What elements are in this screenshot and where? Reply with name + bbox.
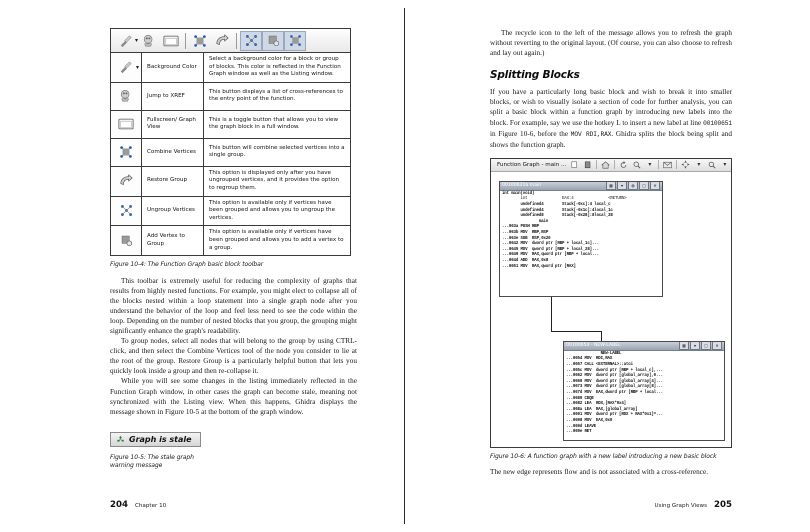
snapshot-icon[interactable]: ▦ (679, 341, 689, 350)
section-label: Using Graph Views (654, 503, 708, 509)
chevron-down-icon[interactable]: ▾ (135, 38, 139, 44)
code-block-main-address: 00100631a main (502, 183, 542, 189)
group-vertices-icon[interactable] (284, 31, 306, 51)
dropdown-caret-icon-3[interactable]: ▾ (723, 162, 727, 169)
toolbar-separator-2 (236, 33, 237, 49)
toolbar-separator (676, 160, 677, 169)
page-number: 205 (714, 500, 732, 510)
row-icon-cell (111, 111, 142, 138)
code-line: ...0682 LEA RDX,[RAX*0x4] (566, 402, 626, 407)
code-block-new-label-address: 00100654 - NEW-LABEL (566, 343, 621, 349)
graph-edge-vertical (551, 297, 552, 331)
dropdown-caret-icon[interactable]: ▾ (648, 162, 652, 169)
table-row (111, 226, 350, 255)
code-line: ...069e RET (566, 430, 592, 435)
row-icon-cell (111, 139, 142, 166)
ungroup-vertices-icon (120, 204, 133, 217)
navigate-icon[interactable] (680, 160, 691, 170)
layout-icon[interactable] (662, 160, 673, 170)
row-name-cell: Background Color (142, 53, 204, 82)
toolbar-separator (658, 160, 659, 169)
body-part-3: . Ghidra splits the block being split and shows the function graph. (490, 129, 732, 149)
combine-vertices-icon (119, 145, 133, 159)
left-paragraph-2: To group nodes, select all nodes that will belong to the group by using CTRL-click, and then select the Combine Vertices tool of the node you consider to lie at the root of the group. Restore Group is a particularly helpful button that lets you quickly look inside a group and then re-collapse it. (110, 337, 357, 376)
figure-10-4-toolbar-table (110, 28, 351, 256)
instruction-literal: MOV RDI,RAX (570, 130, 612, 138)
xref-icon[interactable] (138, 31, 160, 51)
code-line: int main(void) (502, 191, 535, 196)
combine-vertices-icon[interactable] (189, 31, 211, 51)
chevron-down-icon: ▾ (135, 64, 139, 71)
close-icon[interactable]: ✕ (712, 341, 722, 350)
code-line: NEW-LABEL (566, 351, 622, 356)
figure-10-5 (110, 431, 357, 449)
home-icon[interactable] (600, 160, 611, 170)
code-line: ...0691 MOV dword ptr [RDX + RAX*0x1]=... (566, 413, 663, 418)
code-block-main-lines (500, 191, 662, 271)
row-icon-cell (111, 53, 142, 82)
caret-icon[interactable]: ▾ (690, 341, 700, 350)
right-body-paragraph (490, 87, 732, 150)
row-icon-cell (111, 83, 142, 110)
window-icon[interactable] (160, 31, 182, 51)
maximize-icon[interactable]: ▢ (701, 341, 711, 350)
right-page (405, 0, 810, 532)
code-line: undefined4 Stack[-0xc]:4 local_c (502, 203, 611, 208)
toolbar-separator-1 (185, 33, 186, 49)
row-description-cell: This button displays a list of cross-references to the entry point of the function. (209, 88, 343, 103)
table-row (111, 111, 350, 139)
code-block-new-label-titlebar[interactable] (564, 342, 724, 351)
stale-graph-label: Graph is stale (129, 434, 192, 444)
code-line: ...068a LEA RAX,[global_array] (566, 407, 638, 412)
paint-brush-icon (119, 60, 133, 74)
code-line: ...0651 MOV RAX,qword ptr [RAX] (502, 264, 576, 269)
row-description-cell: This is a toggle button that allows you to view the graph block in a full window. (209, 116, 339, 131)
code-block-main-titlebar[interactable] (500, 182, 662, 191)
row-name-cell: Ungroup Vertices (142, 197, 204, 226)
code-line: ...063a PUSH RBP (502, 225, 539, 230)
table-row (111, 167, 350, 197)
code-line: int EAX:4 <RETURN> (502, 197, 627, 202)
paint-brush-icon[interactable] (115, 31, 137, 51)
code-line: undefined4 Stack[-0x1c]:4local_1c (502, 208, 613, 213)
code-line: ...0642 MOV dword ptr [RBP + local_1c]... (502, 242, 599, 247)
restore-group-arrow-icon[interactable] (211, 31, 233, 51)
body-part-1: If you have a particularly long basic block and wish to break it into smaller blocks, or wish to visually isolate a section of code for further analysis, you can split a basic block within a function graph by introducing new labels into the block. For example, say we use the hotkey L to insert a new label at line (490, 88, 732, 127)
row-icon-cell (111, 197, 142, 226)
code-block-main[interactable] (499, 181, 663, 297)
code-line: ...065c MOV dword ptr [RBP + local_c],... (566, 368, 663, 373)
maximize-icon[interactable]: ▢ (639, 181, 649, 190)
row-description-cell: This button will combine selected vertices into a single group. (209, 144, 345, 159)
code-line: ...0680 CDQE (566, 396, 594, 401)
function-graph-title-text: Function Graph - main ... (497, 161, 567, 168)
function-graph-titlebar[interactable] (491, 159, 731, 172)
right-closing-paragraph: The new edge represents flow and is not associated with a cross-reference. (490, 468, 709, 477)
code-line: main (502, 219, 549, 224)
code-line: ...0649 MOV RAX,qword ptr [RBP + local... (502, 253, 599, 258)
table-row (111, 139, 350, 167)
color-icon[interactable]: ◍ (628, 181, 638, 190)
paste-icon[interactable] (582, 160, 593, 170)
code-block-new-label-lines (564, 351, 724, 437)
graph-edge-vertical-2 (601, 331, 602, 341)
figure-10-6-function-graph-window (490, 158, 732, 448)
row-name-cell: Add Vertex to Group (142, 226, 204, 255)
refresh-icon[interactable] (618, 160, 629, 170)
address-literal: 00100651 (703, 119, 732, 127)
code-line: ...064d ADD RAX,0x8 (502, 258, 549, 263)
figure-10-6-caption: Figure 10-6: A function graph with a new label introducing a new basic block (490, 452, 717, 460)
code-block-new-label[interactable] (563, 341, 725, 441)
table-row (111, 83, 350, 111)
right-intro-paragraph: The recycle icon to the left of the message allows you to refresh the graph without reverting to the original layout. (Of course, you can also choose to refresh and lay out again.) (490, 29, 732, 58)
chapter-label: Chapter 10 (134, 503, 167, 509)
code-block-new-label-window-buttons[interactable] (679, 341, 722, 350)
xref-icon (119, 89, 133, 103)
row-name-cell: Fullscreen/ Graph View (142, 111, 204, 138)
add-vertex-icon[interactable] (262, 31, 284, 51)
left-paragraph-3: While you will see some changes in the listing immediately reflected in the Function Graph window, in other cases the graph can become stale, meaning not synchronized with the Listing view. When this happens, Ghidra displays the message shown in Figure 10-5 at the bottom of the graph window. (110, 377, 357, 416)
recycle-icon[interactable] (116, 435, 125, 444)
folio-right (654, 500, 732, 510)
caret-icon[interactable]: ▾ (617, 181, 627, 190)
figure-10-4-caption: Figure 10-4: The Function Graph basic block toolbar (110, 261, 264, 269)
code-line: ...0698 MOV EAX,0x0 (566, 418, 613, 423)
code-line: undefined8 Stack[-0x28]:8local_28 (502, 214, 613, 219)
row-description-cell: This option is available only if vertices have been grouped and allows you to ungroup the vertices. (209, 199, 336, 221)
section-heading-splitting-blocks: Splitting Blocks (490, 69, 580, 82)
table-row (111, 53, 350, 83)
code-line: ...0662 MOV dword ptr [global_array],0... (566, 374, 663, 379)
row-name-cell: Restore Group (142, 167, 204, 196)
page-number: 204 (110, 500, 128, 510)
add-vertex-icon (120, 234, 133, 247)
basic-block-toolbar[interactable] (111, 29, 350, 53)
dropdown-caret-icon-2[interactable]: ▾ (697, 162, 701, 169)
copy-icon[interactable] (569, 160, 580, 170)
row-icon-cell (111, 167, 142, 196)
graph-edge-horizontal (551, 331, 601, 332)
code-line: ...0654 MOV RDI,RAX (566, 357, 613, 362)
function-graph-toolbar[interactable] (569, 160, 730, 170)
code-line: ...0673 MOV dword ptr [global_array[8]... (566, 385, 663, 390)
stale-graph-badge[interactable] (110, 432, 201, 447)
window-icon (118, 118, 134, 130)
code-line: ...063e SUB RSP,0x20 (502, 236, 551, 241)
toolbar-separator (614, 160, 615, 169)
snapshot-icon[interactable]: ▦ (606, 181, 616, 190)
row-description-cell: This option is available only if vertices have been grouped and allows you to add a vertex to a group. (209, 229, 344, 251)
ungroup-vertices-icon[interactable] (240, 31, 262, 51)
code-line: ...0669 MOV dword ptr [global_array[4]... (566, 379, 663, 384)
row-description-cell: Select a background color for a block or group of blocks. This color is reflected in the Function Graph window as well as the Listing window. (209, 56, 341, 78)
code-line: ...0645 MOV qword ptr [RBP + local_28]... (502, 247, 599, 252)
figure-10-5-caption: Figure 10-5: The stale graph warning message (110, 453, 194, 470)
folio-left (110, 500, 166, 510)
code-line: ...063b MOV RBP,RSP (502, 231, 549, 235)
row-name-cell: Combine Vertices (142, 139, 204, 166)
code-line: ...067d MOV EAX,dword ptr [RBP + local... (566, 391, 663, 395)
body-part-2: in Figure 10-6, before the (490, 129, 571, 138)
row-description-cell: This option is displayed only after you have ungrouped vertices, and it provides the option to regroup them. (209, 169, 340, 191)
toolbar-separator (596, 160, 597, 169)
row-name-cell: Jump to XREF (142, 83, 204, 110)
code-block-main-window-buttons[interactable] (606, 181, 660, 190)
row-icon-cell (111, 226, 142, 255)
code-line: ...0657 CALL <EXTERNAL>::atoi (566, 363, 633, 368)
zoom-icon[interactable] (706, 160, 717, 170)
left-paragraph-1: This toolbar is extremely useful for reducing the complexity of graphs that results from highly nested functions. For example, you might elect to collapse all of the blocks nested within a loop statement into a single graph node after you understand the behavior of the loop and feel less need to see the code within the loop. Depending on the number of nested blocks that you group, the grouping might significantly enhance the graph's readability. (110, 276, 357, 335)
restore-group-arrow-icon (119, 174, 134, 188)
magnifier-icon[interactable] (631, 160, 642, 170)
table-row (111, 197, 350, 227)
code-line: ...069d LEAVE (566, 424, 596, 429)
close-icon[interactable]: ✕ (650, 181, 660, 190)
